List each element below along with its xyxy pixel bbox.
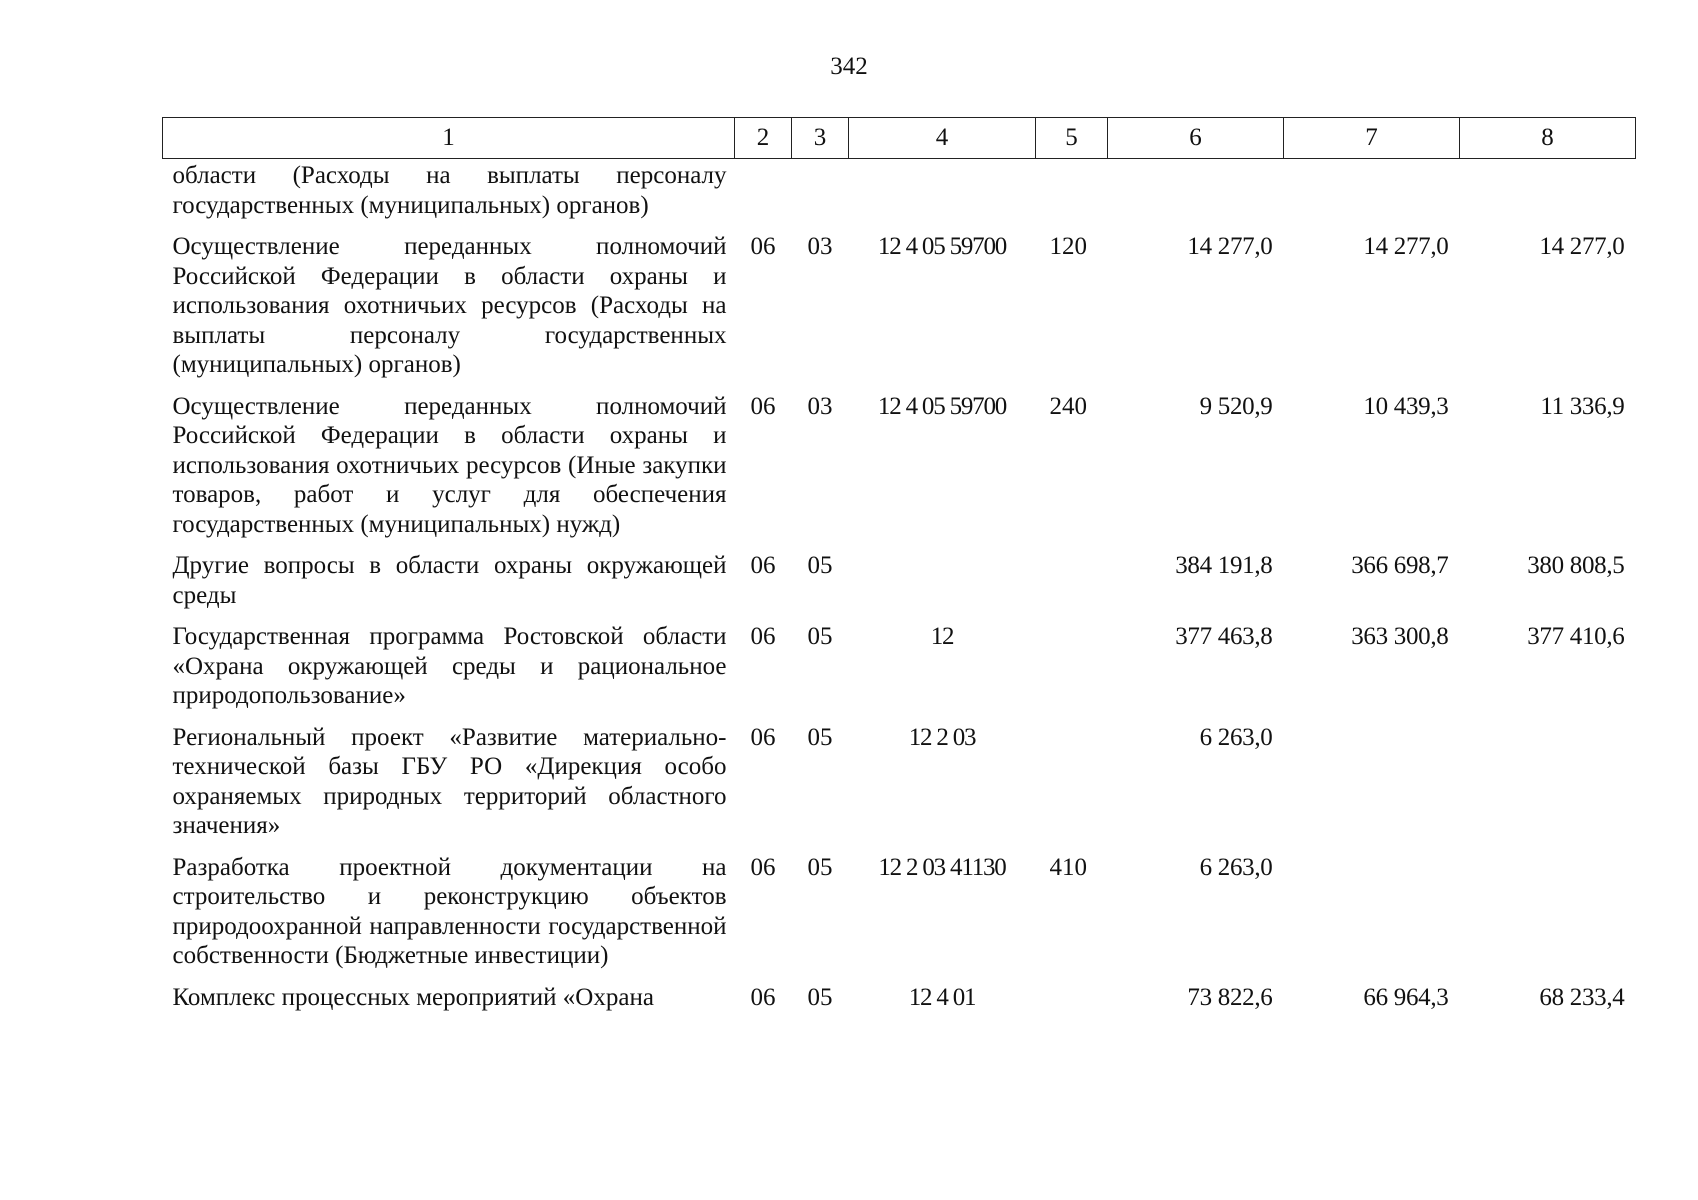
target-article-cell [849, 159, 1036, 233]
table-row [163, 159, 1636, 233]
amount-year-2-cell: 366 698,7 [1351, 552, 1449, 579]
target-article-cell: 12 4 05 59700 [877, 392, 1007, 420]
amount-year-2-cell: 363 300,8 [1351, 623, 1449, 650]
amount-year-3-cell: 14 277,0 [1539, 233, 1625, 260]
row-name-cell: Комплекс процессных мероприятий «Охрана [172, 983, 654, 1011]
amount-year-1-cell: 6 263,0 [1199, 723, 1273, 751]
row-name-cell: области (Расходы на выплаты персоналу государственных (муниципальных) органов) [172, 162, 727, 219]
section-code-cell: 06 [750, 392, 776, 420]
expense-type-cell [1036, 551, 1108, 622]
target-article-cell: 12 4 01 [908, 983, 976, 1011]
target-article-cell: 12 2 03 41130 [878, 853, 1006, 881]
table-row [163, 551, 1636, 622]
amount-year-3-cell [1460, 159, 1636, 233]
column-header: 5 [1036, 118, 1108, 159]
row-name-cell: Государственная программа Ростовской области «Охрана окружающей среды и рациональное природопользование» [172, 623, 727, 709]
target-article-cell: 12 [930, 623, 954, 650]
amount-year-3-cell: 380 808,5 [1527, 552, 1625, 579]
table-row [163, 723, 1636, 853]
table-row [163, 622, 1636, 723]
subsection-code-cell: 03 [807, 392, 833, 420]
amount-year-1-cell: 6 263,0 [1199, 853, 1273, 881]
section-code-cell: 06 [750, 983, 776, 1011]
row-name-cell: Разработка проектной документации на строительство и реконструкцию объектов природоохранной направленности государственной собственности (Бюджетные инвестиции) [172, 853, 727, 969]
target-article-cell [849, 551, 1036, 622]
amount-year-2-cell [1284, 723, 1460, 853]
subsection-code-cell: 05 [807, 623, 833, 650]
amount-year-1-cell: 9 520,9 [1199, 392, 1273, 420]
expense-type-cell [1036, 983, 1108, 1025]
column-header: 4 [849, 118, 1036, 159]
column-header: 1 [163, 118, 735, 159]
section-code-cell: 06 [750, 623, 776, 650]
subsection-code-cell [792, 159, 849, 233]
table-row [163, 392, 1636, 552]
amount-year-3-cell: 377 410,6 [1527, 623, 1625, 650]
expense-type-cell: 240 [1049, 392, 1087, 420]
header-row [163, 118, 1636, 159]
amount-year-3-cell [1460, 723, 1636, 853]
subsection-code-cell: 03 [807, 233, 833, 260]
column-header: 8 [1460, 118, 1636, 159]
expense-type-cell: 410 [1049, 853, 1087, 881]
amount-year-3-cell: 68 233,4 [1539, 983, 1625, 1011]
amount-year-1-cell: 14 277,0 [1187, 233, 1273, 260]
amount-year-1-cell [1108, 159, 1284, 233]
expense-type-cell: 120 [1049, 233, 1087, 260]
column-header: 3 [792, 118, 849, 159]
expense-type-cell [1036, 723, 1108, 853]
column-header: 7 [1284, 118, 1460, 159]
amount-year-2-cell [1284, 159, 1460, 233]
amount-year-1-cell: 73 822,6 [1187, 983, 1273, 1011]
table-row [163, 853, 1636, 983]
section-code-cell: 06 [750, 552, 776, 579]
subsection-code-cell: 05 [807, 853, 833, 881]
table-row [163, 232, 1636, 392]
amount-year-2-cell: 10 439,3 [1363, 392, 1449, 420]
column-header: 6 [1108, 118, 1284, 159]
amount-year-3-cell [1460, 853, 1636, 983]
subsection-code-cell: 05 [807, 983, 833, 1011]
section-code-cell [735, 159, 792, 233]
section-code-cell: 06 [750, 853, 776, 881]
table-row [163, 983, 1636, 1025]
amount-year-2-cell [1284, 853, 1460, 983]
section-code-cell: 06 [750, 723, 776, 751]
target-article-cell: 12 2 03 [908, 723, 976, 751]
expense-type-cell [1036, 159, 1108, 233]
amount-year-1-cell: 377 463,8 [1175, 623, 1273, 650]
target-article-cell: 12 4 05 59700 [877, 233, 1007, 260]
budget-table [162, 117, 1636, 1024]
table-body [163, 159, 1636, 1025]
row-name-cell: Осуществление переданных полномочий Российской Федерации в области охраны и использования охотничьих ресурсов (Расходы на выплаты персоналу государственных (муниципальных) органов) [172, 233, 727, 378]
column-header: 2 [735, 118, 792, 159]
subsection-code-cell: 05 [807, 723, 833, 751]
amount-year-1-cell: 384 191,8 [1175, 552, 1273, 579]
row-name-cell: Региональный проект «Развитие материально-технической базы ГБУ РО «Дирекция особо охраняемых природных территорий областного значения» [172, 723, 727, 839]
section-code-cell: 06 [750, 233, 776, 260]
row-name-cell: Осуществление переданных полномочий Российской Федерации в области охраны и использования охотничьих ресурсов (Иные закупки товаров, работ и услуг для обеспечения государственных (муниципальных) нужд) [172, 392, 727, 538]
subsection-code-cell: 05 [807, 552, 833, 579]
page-number: 342 [830, 53, 868, 80]
row-name-cell: Другие вопросы в области охраны окружающей среды [172, 552, 727, 609]
amount-year-2-cell: 14 277,0 [1363, 233, 1449, 260]
expense-type-cell [1036, 622, 1108, 723]
table-header [163, 118, 1636, 159]
amount-year-2-cell: 66 964,3 [1363, 983, 1449, 1011]
amount-year-3-cell: 11 336,9 [1540, 392, 1625, 420]
